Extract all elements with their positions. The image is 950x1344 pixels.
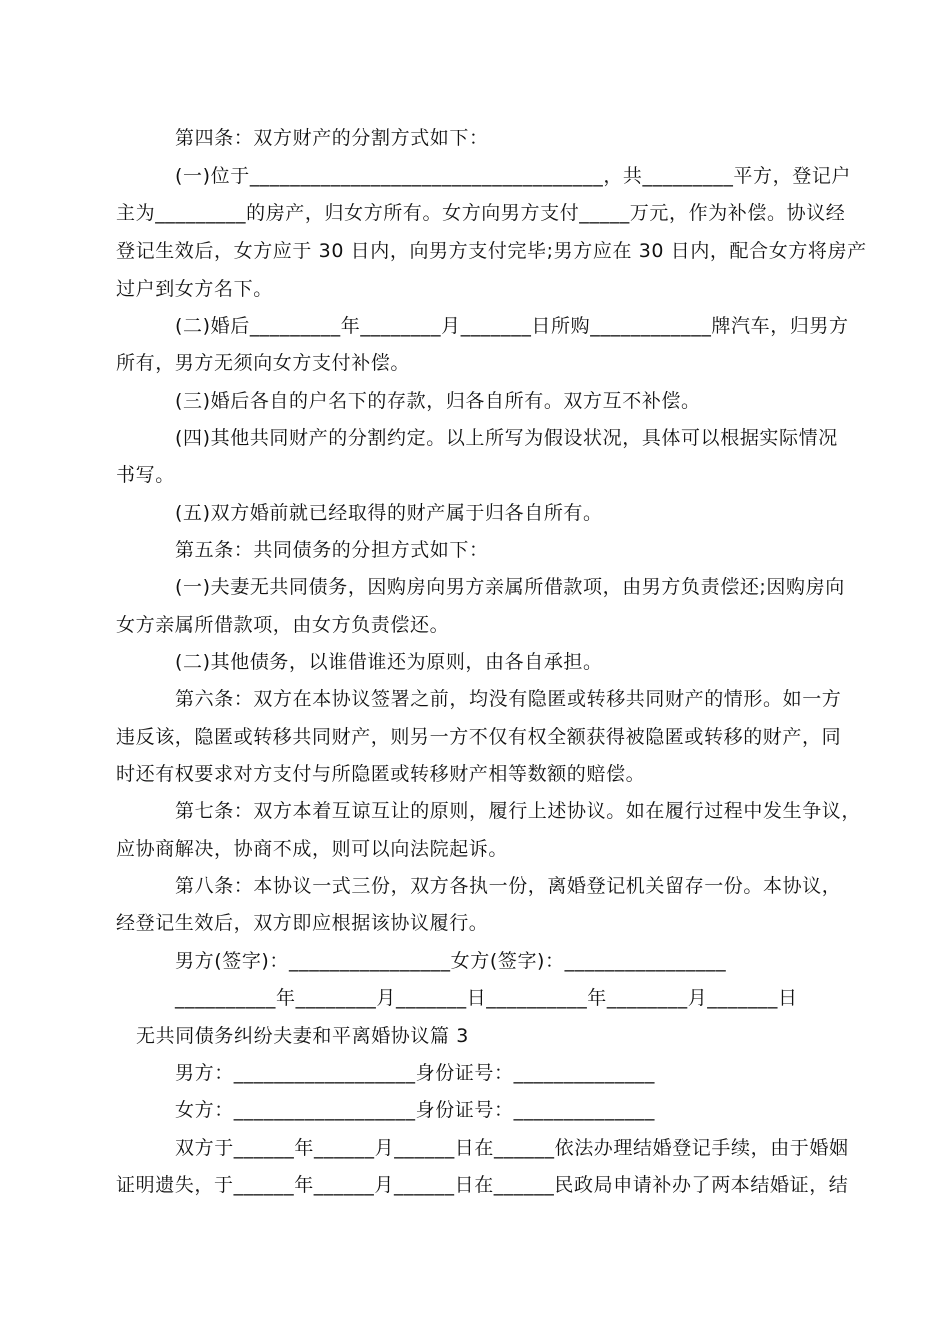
article-6-line: 第六条：双方在本协议签署之前，均没有隐匿或转移共同财产的情形。如一方 <box>175 688 842 710</box>
paragraph-line: 主为_________的房产，归女方所有。女方向男方支付_____万元，作为补偿。协议经 <box>116 202 846 224</box>
paragraph-line: 违反该，隐匿或转移共同财产，则另一方不仅有权全额获得被隐匿或转移的财产，同 <box>116 726 842 748</box>
female-party-line: 女方：__________________身份证号：______________ <box>175 1099 656 1121</box>
paragraph-line: (五)双方婚前就已经取得的财产属于归各自所有。 <box>175 502 603 524</box>
paragraph-line: 所有，男方无须向女方支付补偿。 <box>116 352 411 374</box>
paragraph-line: 经登记生效后，双方即应根据该协议履行。 <box>116 912 489 934</box>
paragraph-line: 应协商解决，协商不成，则可以向法院起诉。 <box>116 838 509 860</box>
article-7-line: 第七条：双方本着互谅互让的原则，履行上述协议。如在履行过程中发生争议， <box>175 800 862 822</box>
male-party-line: 男方：__________________身份证号：______________ <box>175 1062 656 1084</box>
paragraph-line: 证明遗失，于______年______月______日在______民政局申请补办了两本结婚证，结 <box>116 1174 849 1196</box>
paragraph-line: (一)夫妻无共同债务，因购房向男方亲属所借款项，由男方负责偿还;因购房向 <box>175 576 845 598</box>
paragraph-line: 过户到女方名下。 <box>116 278 273 300</box>
paragraph-line: (四)其他共同财产的分割约定。以上所写为假设状况，具体可以根据实际情况 <box>175 427 838 449</box>
article-5-heading: 第五条：共同债务的分担方式如下： <box>175 539 489 561</box>
paragraph-line: 双方于______年______月______日在______依法办理结婚登记手续，由于婚姻 <box>175 1137 849 1159</box>
section-title: 无共同债务纠纷夫妻和平离婚协议篇 3 <box>136 1025 469 1047</box>
paragraph-line: 时还有权要求对方支付与所隐匿或转移财产相等数额的赔偿。 <box>116 763 646 785</box>
paragraph-line: (二)其他债务，以谁借谁还为原则，由各自承担。 <box>175 651 603 673</box>
paragraph-line: (三)婚后各自的户名下的存款，归各自所有。双方互不补偿。 <box>175 390 701 412</box>
article-4-heading: 第四条：双方财产的分割方式如下： <box>175 127 489 149</box>
date-line: __________年________月_______日__________年________月_______日 <box>175 987 798 1009</box>
paragraph-line: 书写。 <box>116 464 175 486</box>
paragraph-line: 登记生效后，女方应于 30 日内，向男方支付完毕;男方应在 30 日内，配合女方将房产 <box>116 240 867 262</box>
signature-line: 男方(签字)：________________女方(签字)：________________ <box>175 950 727 972</box>
article-8-line: 第八条：本协议一式三份，双方各执一份，离婚登记机关留存一份。本协议， <box>175 875 842 897</box>
paragraph-line: (二)婚后_________年________月_______日所购____________牌汽车，归男方 <box>175 315 849 337</box>
paragraph-line: (一)位于___________________________________，共_________平方，登记户 <box>175 165 852 187</box>
paragraph-line: 女方亲属所借款项，由女方负责偿还。 <box>116 614 450 636</box>
